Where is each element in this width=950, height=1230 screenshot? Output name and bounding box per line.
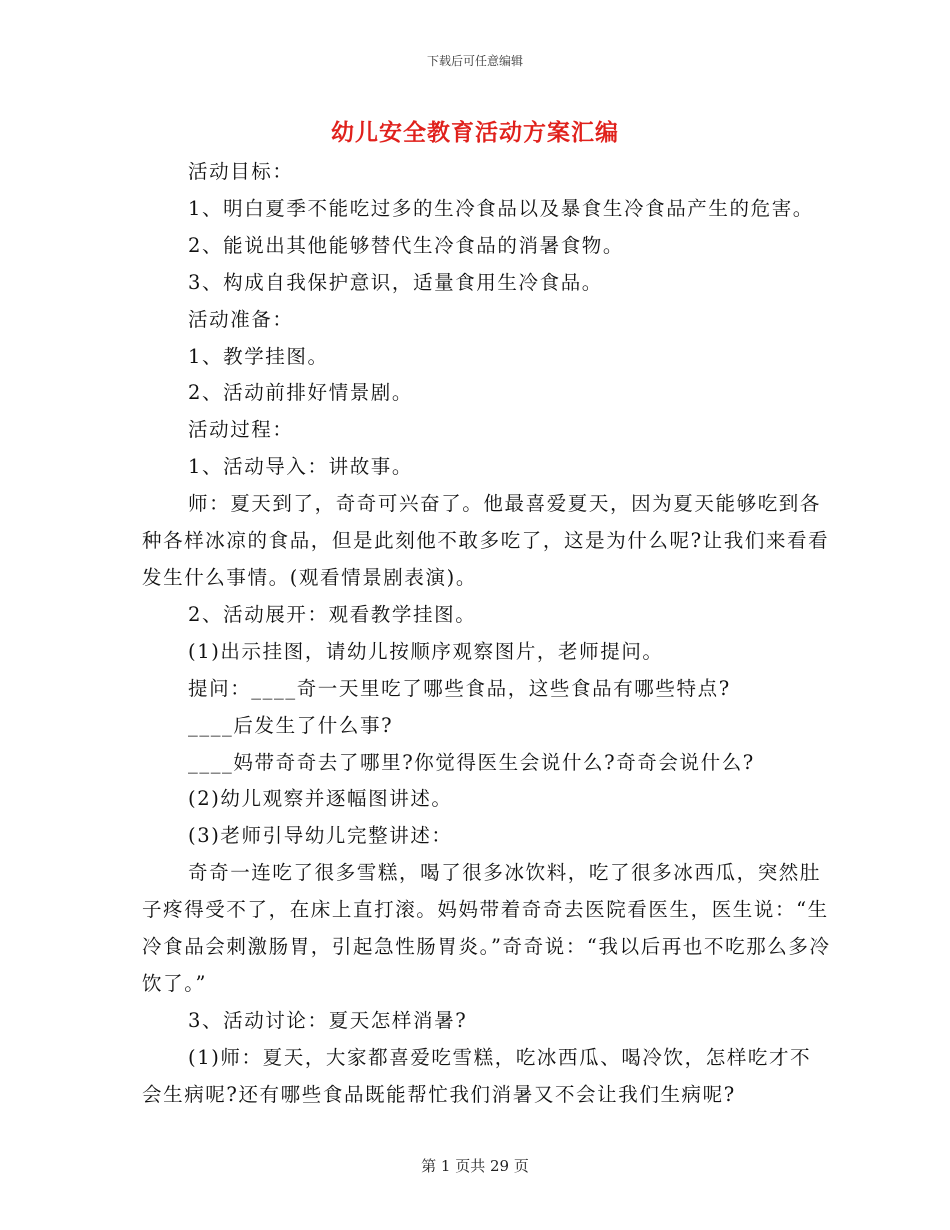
paragraph-objectives-heading: 活动目标： [188, 160, 294, 183]
paragraph-preparation-2: 2、活动前排好情景剧。 [188, 381, 414, 405]
paragraph-step-2: (2)幼儿观察并逐幅图讲述。 [188, 787, 453, 811]
document-title: 幼儿安全教育活动方案汇编 [331, 119, 619, 146]
paragraph-question-3: ____妈带奇奇去了哪里?你觉得医生会说什么?奇奇会说什么? [188, 750, 755, 774]
paragraph-step-1: (1)出示挂图，请幼儿按顺序观察图片，老师提问。 [188, 639, 664, 663]
paragraph-process-1: 1、活动导入：讲故事。 [188, 455, 414, 479]
header-note: 下载后可任意编辑 [426, 54, 523, 68]
paragraph-process-2: 2、活动展开：观看教学挂图。 [188, 602, 477, 626]
paragraph-step-3: (3)老师引导幼儿完整讲述： [188, 824, 453, 848]
page-number: 第 1 页共 29 页 [421, 1157, 529, 1175]
paragraph-objective-1: 1、明白夏季不能吃过多的生冷食品以及暴食生冷食品产生的危害。 [188, 196, 814, 220]
paragraph-process-heading: 活动过程： [188, 418, 294, 442]
paragraph-process-3: 3、活动讨论：夏天怎样消暑? [188, 1008, 468, 1032]
paragraph-objective-3: 3、构成自我保护意识，适量食用生冷食品。 [188, 270, 603, 294]
paragraph-objective-2: 2、能说出其他能够替代生冷食品的消暑食物。 [188, 233, 625, 257]
paragraph-preparation-heading: 活动准备： [188, 307, 294, 331]
paragraph-question-1: 提问：____奇一天里吃了哪些食品，这些食品有哪些特点? [188, 676, 731, 700]
paragraph-question-2: ____后发生了什么事? [188, 713, 394, 737]
paragraph-story-retelling: 奇奇一连吃了很多雪糕，喝了很多冰饮料，吃了很多冰西瓜，突然肚子疼得受不了，在床上直打滚。妈妈带着奇奇去医院看医生，医生说：“生冷食品会刺激肠胃，引起急性肠胃炎。”奇奇说：“我以后再也不吃那么多冷饮了。” [142, 861, 831, 995]
paragraph-preparation-1: 1、教学挂图。 [188, 344, 329, 368]
paragraph-teacher-story: 师：夏天到了，奇奇可兴奋了。他最喜爱夏天，因为夏天能够吃到各种各样冰凉的食品，但是此刻他不敢多吃了，这是为什么呢?让我们来看看发生什么事情。(观看情景剧表演)。 [142, 492, 830, 589]
document-body [142, 154, 832, 1114]
paragraph-discussion-1: (1)师：夏天，大家都喜爱吃雪糕，吃冰西瓜、喝冷饮，怎样吃才不会生病呢?还有哪些食品既能帮忙我们消暑又不会让我们生病呢? [142, 1045, 812, 1106]
